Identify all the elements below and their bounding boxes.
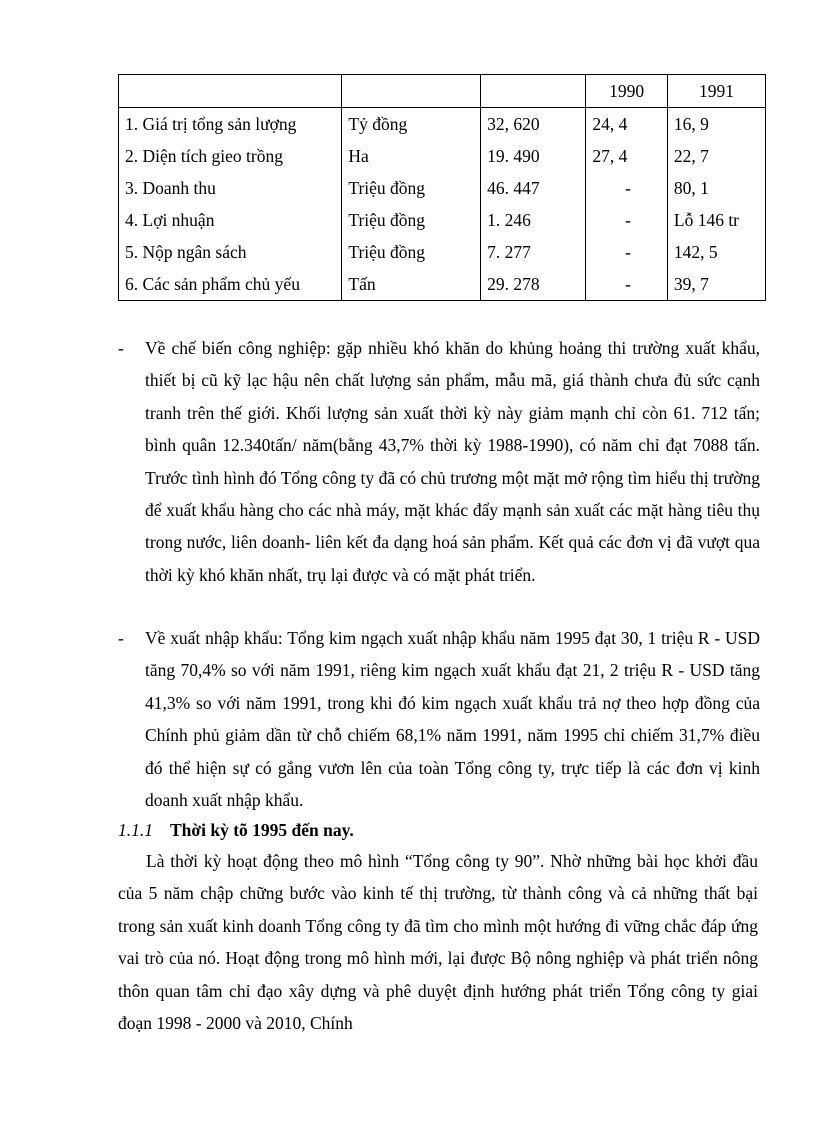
value-cell: 1. 246 <box>481 204 586 236</box>
value-1991-cell: 142, 5 <box>667 236 765 268</box>
table-row <box>119 108 766 141</box>
table-header-row <box>119 75 766 108</box>
value-1991-cell: 80, 1 <box>667 172 765 204</box>
value-1991-cell: 16, 9 <box>667 108 765 141</box>
unit-cell: Tỷ đồng <box>342 108 481 141</box>
section-heading <box>118 815 354 845</box>
header-cell <box>481 75 586 108</box>
header-cell-1990: 1990 <box>586 75 668 108</box>
value-1990-cell: 27, 4 <box>586 140 668 172</box>
statistics-table <box>118 74 766 301</box>
unit-cell: Triệu đồng <box>342 236 481 268</box>
unit-cell: Tấn <box>342 268 481 301</box>
value-cell: 29. 278 <box>481 268 586 301</box>
unit-cell: Ha <box>342 140 481 172</box>
value-1990-cell: - <box>586 172 668 204</box>
value-1991-cell: 39, 7 <box>667 268 765 301</box>
indicator-cell: 1. Giá trị tổng sản lượng <box>119 108 342 141</box>
bullet-dash: - <box>118 338 124 358</box>
value-1991-cell: 22, 7 <box>667 140 765 172</box>
indicator-cell: 6. Các sản phẩm chủ yếu <box>119 268 342 301</box>
bullet-text: Về chế biến công nghiệp: gặp nhiều khó khăn do khủng hoảng thi trường xuất khẩu, thiết bị cũ kỹ lạc hậu nên chất lượng sản phẩm, mẫu mã, giá thành chưa đủ sức cạnh tranh trên thế giới. Khối lượng sản xuất thời kỳ này giảm mạnh chỉ còn 61. 712 tấn; bình quân 12.340tấn/ năm(bằng 43,7% thời kỳ 1988-1990), có năm chỉ đạt 7088 tấn. Trước tình hình đó Tổng công ty đã có chủ trương một mặt mở rộng tìm hiểu thị trường để xuất khẩu hàng cho các nhà máy, mặt khác đẩy mạnh sản xuất các mặt hàng tiêu thụ trong nước, liên doanh- liên kết đa dạng hoá sản phẩm. Kết quả các đơn vị đã vượt qua thời kỳ khó khăn nhất, trụ lại được và có mặt phát triển. <box>145 338 760 585</box>
header-cell <box>342 75 481 108</box>
value-cell: 19. 490 <box>481 140 586 172</box>
unit-cell: Triệu đồng <box>342 204 481 236</box>
header-cell <box>119 75 342 108</box>
value-1990-cell: - <box>586 268 668 301</box>
indicator-cell: 4. Lợi nhuận <box>119 204 342 236</box>
value-cell: 7. 277 <box>481 236 586 268</box>
value-cell: 32, 620 <box>481 108 586 141</box>
indicator-cell: 2. Diện tích gieo trồng <box>119 140 342 172</box>
table-row <box>119 268 766 301</box>
header-cell-1991: 1991 <box>667 75 765 108</box>
value-1990-cell: 24, 4 <box>586 108 668 141</box>
table-row <box>119 172 766 204</box>
value-1990-cell: - <box>586 204 668 236</box>
table-row <box>119 140 766 172</box>
body-paragraph: Là thời kỳ hoạt động theo mô hình “Tổng công ty 90”. Nhờ những bài học khởi đầu của 5 năm chập chững bước vào kinh tế thị trường, từ thành công và cả những thất bại trong sản xuất kinh doanh Tổng công ty đã tìm cho mình một hướng đi vững chắc đáp ứng vai trò của nó. Hoạt động trong mô hình mới, lại được Bộ nông nghiệp và phát triển nông thôn quan tâm chỉ đạo xây dựng và phê duyệt định hướng phát triển Tổng công ty giai đoạn 1998 - 2000 và 2010, Chính <box>118 851 758 1034</box>
bullet-item-import-export <box>118 622 760 816</box>
bullet-dash: - <box>118 628 124 648</box>
section-number: 1.1.1 <box>118 820 153 840</box>
section-title: Thời kỳ tõ 1995 đến nay. <box>170 820 354 840</box>
indicator-cell: 5. Nộp ngân sách <box>119 236 342 268</box>
table-row <box>119 236 766 268</box>
table-row <box>119 204 766 236</box>
value-cell: 46. 447 <box>481 172 586 204</box>
value-1990-cell: - <box>586 236 668 268</box>
value-1991-cell: Lỗ 146 tr <box>667 204 765 236</box>
bullet-item-industrial-processing <box>118 332 760 591</box>
bullet-text: Về xuất nhập khẩu: Tổng kim ngạch xuất nhập khẩu năm 1995 đạt 30, 1 triệu R - USD tăng 70,4% so với năm 1991, riêng kim ngạch xuất khẩu đạt 21, 2 triệu R - USD tăng 41,3% so với năm 1991, trong khi đó kim ngạch xuất khẩu trả nợ theo hợp đồng của Chính phủ giảm dần từ chỗ chiếm 68,1% năm 1991, năm 1995 chỉ chiếm 31,7% điều đó thể hiện sự có gắng vươn lên của toàn Tổng công ty, trực tiếp là các đơn vị kinh doanh xuất nhập khẩu. <box>145 628 760 811</box>
indicator-cell: 3. Doanh thu <box>119 172 342 204</box>
unit-cell: Triệu đồng <box>342 172 481 204</box>
